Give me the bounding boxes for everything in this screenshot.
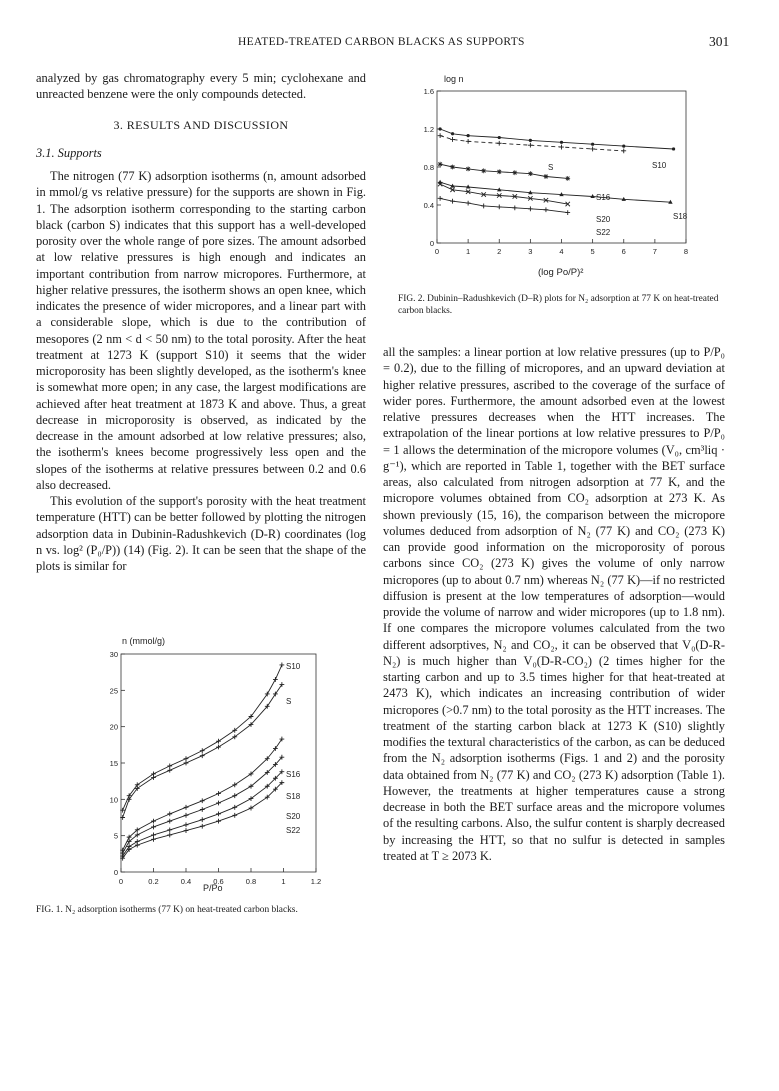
fig1-y-tick-label: 30 bbox=[109, 650, 118, 659]
fig2-x-tick-label: 5 bbox=[590, 247, 595, 256]
fig2-series-label-s22: S22 bbox=[596, 228, 611, 237]
fig1-point-s22 bbox=[216, 819, 221, 824]
fig2-point-s16 bbox=[528, 171, 533, 176]
fig1-point-s bbox=[167, 768, 172, 773]
running-title: HEATED-TREATED CARBON BLACKS AS SUPPORTS bbox=[238, 36, 525, 48]
fig2-point-s16 bbox=[438, 162, 443, 167]
fig1-point-s16 bbox=[216, 791, 221, 796]
figure-1-caption: FIG. 1. N₂ adsorption isotherms (77 K) on heat-treated carbon blacks. bbox=[36, 905, 298, 915]
fig2-y-tick-label: 0 bbox=[429, 239, 434, 248]
fig1-point-s20 bbox=[232, 805, 237, 810]
fig2-y-tick-label: 1.6 bbox=[423, 87, 434, 96]
fig1-x-tick-label: 0 bbox=[118, 877, 124, 886]
fig2-point-s22 bbox=[438, 196, 443, 201]
fig1-point-s18 bbox=[232, 793, 237, 798]
running-header bbox=[0, 36, 779, 56]
fig1-point-s10 bbox=[273, 677, 278, 682]
fig1-x-tick-label: 0.2 bbox=[148, 877, 159, 886]
figure-2-dr-plot bbox=[408, 72, 708, 284]
fig1-x-tick-label: 0.4 bbox=[180, 877, 192, 886]
fig2-point-s16 bbox=[497, 169, 502, 174]
fig2-point-s22 bbox=[497, 205, 502, 210]
fig2-point-s10 bbox=[498, 136, 501, 139]
fig2-point-s10 bbox=[672, 147, 675, 150]
fig2-series-label-s10: S10 bbox=[652, 161, 667, 170]
fig2-series-label-s18: S18 bbox=[673, 212, 688, 221]
fig2-x-tick-label: 1 bbox=[466, 247, 471, 256]
page-number: 301 bbox=[709, 34, 730, 49]
fig1-point-s18 bbox=[216, 801, 221, 806]
fig1-y-tick-label: 20 bbox=[109, 722, 118, 732]
fig1-series-line-s10 bbox=[123, 665, 282, 810]
fig1-point-s22 bbox=[184, 828, 189, 833]
fig1-point-s22 bbox=[200, 824, 205, 829]
fig1-point-s18 bbox=[184, 813, 189, 818]
fig1-series-line-s20 bbox=[123, 772, 282, 856]
fig2-point-s22 bbox=[544, 207, 549, 212]
fig1-plot-frame bbox=[121, 654, 316, 872]
fig2-point-s10 bbox=[529, 139, 532, 142]
fig2-x-tick-label: 7 bbox=[652, 247, 657, 256]
fig1-point-s22 bbox=[151, 837, 156, 842]
paragraph-htt-evolution: This evolution of the support's porosity with the heat treatment temperature (HTT) can be better followed by plotting the nitrogen adsorption data in Dubinin-Radushkevich (D-R) coordinates (log n vs. log² (P₀/P)) (14) (Fig. 2). It can be seen that the shape of the plots is similar for bbox=[36, 494, 366, 573]
paragraph-dr-analysis: all the samples: a linear portion at low relative pressures (up to P/P₀ = 0.2), due to the filling of micropores, and an upward deviation at higher relative pressures, ascribed to the coverage of the surface of wider pores. Furthermore, the amount adsorbed even at the lowest relative pressures decreases when the HTT increases. The extrapolation of the linear portions at low relative pressures to P/P₀ = 1 allows the determination of the micropore volumes (V₀, cm³liq · g⁻¹), which are reported in Table 1, together with the BET surface areas, also calculated from nitrogen adsorption at 77 K, and the micropore volumes obtained from CO₂ adsorption at 273 K. As shown previously (15, 16), the comparison between the micropore volumes deduced from adsorption of N₂ (77 K) and CO₂ (273 K) can provide good information on the microporosity of porous carbons since CO₂ (273 K) gives the volume of only narrow micropores (up to about 0.7 nm) whereas N₂ (77 K)—if no restricted diffusion is present at the low temperatures of adsorption—would provide the volume of narrow and wider micropores (up to 1.8 nm). If one compares the micropore volumes calculated from the two different adsorptives, N₂ and CO₂, it can be observed that V₀(D-R-N₂) is much higher than V₀(D-R-CO₂) (2 times higher for the starting carbon and up to 3.5 times higher for that heat-treated at 2473 K), which indicates an increasing contribution of wider micropores (>0.7 nm) to the total porosity as the HTT increases. The treatment of the starting carbon black at 1273 K (S10) slightly modifies the textural characteristics of the carbon, as can be deduced from the N₂ adsorption isotherms (Figs. 1 and 2) and the porosity data obtained from N₂ (77 K) and CO₂ (273 K) adsorption (Table 1). However, the treatments at higher temperatures cause a strong decrease in both the BET surface areas and the micropore volumes of the resulting carbons. Also, the sulfur content is sharply decreased by increasing the HTT, so that no sulfur is detected in samples treated at T ≥ 2073 K. bbox=[383, 345, 725, 863]
fig1-series-label-s10: S10 bbox=[286, 662, 301, 671]
fig2-x-tick-label: 0 bbox=[434, 247, 440, 256]
fig2-point-s10 bbox=[467, 134, 470, 137]
figure-2-chart bbox=[408, 72, 708, 284]
fig2-point-s18 bbox=[438, 180, 442, 184]
fig2-x-tick-label: 2 bbox=[497, 247, 502, 256]
fig2-series-label-s20: S20 bbox=[596, 215, 611, 224]
fig1-point-s10 bbox=[184, 756, 189, 761]
fig2-point-s bbox=[528, 143, 533, 148]
fig1-point-s10 bbox=[200, 748, 205, 753]
fig2-point-s22 bbox=[528, 206, 533, 211]
fig2-point-s10 bbox=[451, 132, 454, 135]
fig1-x-tick-label: 1.2 bbox=[310, 877, 322, 886]
fig1-series-label-s16: S16 bbox=[286, 770, 301, 779]
fig2-point-s bbox=[559, 145, 564, 150]
fig1-point-s20 bbox=[151, 833, 156, 838]
fig2-point-s bbox=[497, 141, 502, 146]
fig2-point-s10 bbox=[622, 145, 625, 148]
fig2-x-tick-label: 4 bbox=[559, 247, 564, 256]
fig2-series-label-s: S bbox=[548, 163, 554, 172]
fig2-x-tick-label: 6 bbox=[621, 247, 626, 256]
fig2-point-s16 bbox=[544, 174, 549, 179]
fig2-point-s10 bbox=[591, 143, 594, 146]
fig2-point-s22 bbox=[466, 201, 471, 206]
fig1-point-s16 bbox=[151, 819, 156, 824]
figure-1-chart bbox=[86, 635, 326, 895]
fig1-point-s22 bbox=[232, 813, 237, 818]
subsection-heading: 3.1. Supports bbox=[36, 145, 102, 160]
fig1-point-s16 bbox=[200, 798, 205, 803]
fig1-point-s22 bbox=[135, 843, 140, 848]
fig1-point-s18 bbox=[167, 819, 172, 824]
fig1-y-tick-label: 5 bbox=[113, 831, 118, 841]
fig2-y-axis-label: log n bbox=[444, 74, 464, 84]
fig2-point-s16 bbox=[481, 168, 486, 173]
fig1-series-label-s: S bbox=[286, 697, 292, 706]
fig2-point-s16 bbox=[565, 176, 570, 181]
fig1-point-s22 bbox=[249, 806, 254, 811]
fig1-x-tick-label: 1 bbox=[281, 877, 286, 886]
figure-2-caption: FIG. 2. Dubinin–Radushkevich (D–R) plots for N₂ adsorption at 77 K on heat-treated carbon blacks. bbox=[398, 294, 719, 316]
fig1-y-axis-label: n (mmol/g) bbox=[122, 636, 166, 646]
fig1-point-s10 bbox=[279, 663, 284, 668]
fig1-point-s bbox=[200, 753, 205, 758]
fig2-series-line-s10 bbox=[440, 129, 673, 149]
fig2-point-s bbox=[621, 148, 626, 153]
fig1-y-tick-label: 25 bbox=[109, 686, 118, 696]
fig2-point-s22 bbox=[450, 199, 455, 204]
fig1-point-s16 bbox=[167, 811, 172, 816]
paragraph-intro: analyzed by gas chromatography every 5 min; cyclohexane and unreacted benzene were the only compounds detected. bbox=[36, 71, 366, 102]
fig1-series-label-s22: S22 bbox=[286, 826, 301, 835]
fig2-point-s bbox=[450, 137, 455, 142]
fig2-point-s10 bbox=[560, 141, 563, 144]
fig2-y-tick-label: 1.2 bbox=[423, 125, 434, 134]
fig1-point-s20 bbox=[216, 811, 221, 816]
fig1-point-s bbox=[216, 745, 221, 750]
fig1-point-s bbox=[151, 775, 156, 780]
fig2-point-s16 bbox=[512, 170, 517, 175]
fig2-point-s bbox=[466, 139, 471, 144]
paragraph-isotherms: The nitrogen (77 K) adsorption isotherms (n, amount adsorbed in mmol/g vs relative pressure) for the supports are shown in Fig. 1. The adsorption isotherm corresponding to the starting carbon black (carbon S) indicates that this support has a well-developed porosity over the whole range of pore sizes. The amount adsorbed at low relative pressures is high enough and indicates an important contribution from narrow micropores. Furthermore, at higher relative pressures, the isotherm shows an open knee, which indicates the presence of wider micropores, and a linear part with a considerable slope, which is due to the contribution of mesopores (2 nm < d < 50 nm) to the total porosity. After the heat treatment at 1273 K (support S10) it seems that the wider microporosity has been slightly developed, as the isotherm's knee is somewhat more open; in any case, the largest modifications are achieved after heat treatment at 1873 K and above. Thus, a great decrease in microporosity is observed, as indicated by the decrease in the amount adsorbed at low relative pressures; also, the isotherm's knees become progressively less open and the slopes of the isotherms at relative pressures between 0.2 and 0.6 also decreased. bbox=[36, 169, 366, 492]
section-heading: 3. RESULTS AND DISCUSSION bbox=[113, 117, 289, 132]
fig1-point-s18 bbox=[200, 807, 205, 812]
fig2-x-tick-label: 8 bbox=[683, 247, 689, 256]
fig2-x-tick-label: 3 bbox=[528, 247, 533, 256]
fig1-point-s10 bbox=[216, 739, 221, 744]
fig2-point-s bbox=[438, 133, 443, 138]
fig2-x-axis-label: (log Po/P)² bbox=[538, 267, 584, 278]
fig1-series-line-s18 bbox=[123, 757, 282, 853]
fig1-point-s16 bbox=[184, 805, 189, 810]
fig2-point-s22 bbox=[565, 210, 570, 215]
fig2-point-s22 bbox=[481, 204, 486, 209]
fig2-point-s bbox=[590, 147, 595, 152]
fig2-y-tick-label: 0.4 bbox=[423, 201, 434, 210]
right-column bbox=[383, 344, 725, 864]
left-column bbox=[36, 70, 366, 574]
fig1-point-s16 bbox=[232, 782, 237, 787]
fig1-point-s bbox=[184, 761, 189, 766]
fig1-point-s22 bbox=[167, 833, 172, 838]
fig1-series-label-s18: S18 bbox=[286, 792, 301, 801]
fig1-point-s20 bbox=[200, 817, 205, 822]
fig2-series-line-s18 bbox=[440, 182, 670, 202]
fig1-x-tick-label: 0.6 bbox=[213, 877, 224, 886]
fig2-point-s22 bbox=[512, 205, 517, 210]
fig2-plot-frame bbox=[437, 91, 686, 243]
fig2-y-tick-label: 0.8 bbox=[423, 163, 434, 172]
fig1-x-axis-label: P/Po bbox=[203, 883, 223, 893]
fig1-point-s10 bbox=[167, 764, 172, 769]
fig2-point-s16 bbox=[450, 165, 455, 170]
fig1-y-tick-label: 15 bbox=[109, 759, 118, 768]
fig1-x-tick-label: 0.8 bbox=[245, 877, 257, 886]
fig1-series-label-s20: S20 bbox=[286, 812, 301, 821]
fig1-point-s20 bbox=[167, 827, 172, 832]
fig2-point-s16 bbox=[466, 167, 471, 172]
figure-1-isotherms bbox=[86, 635, 326, 895]
fig1-point-s18 bbox=[151, 825, 156, 830]
fig2-series-line-s bbox=[440, 136, 624, 151]
fig2-point-s10 bbox=[439, 127, 442, 130]
fig1-y-tick-label: 10 bbox=[109, 795, 118, 805]
fig2-series-label-s16: S16 bbox=[596, 193, 611, 202]
fig1-y-tick-label: 0 bbox=[113, 868, 118, 877]
fig1-point-s20 bbox=[184, 822, 189, 827]
